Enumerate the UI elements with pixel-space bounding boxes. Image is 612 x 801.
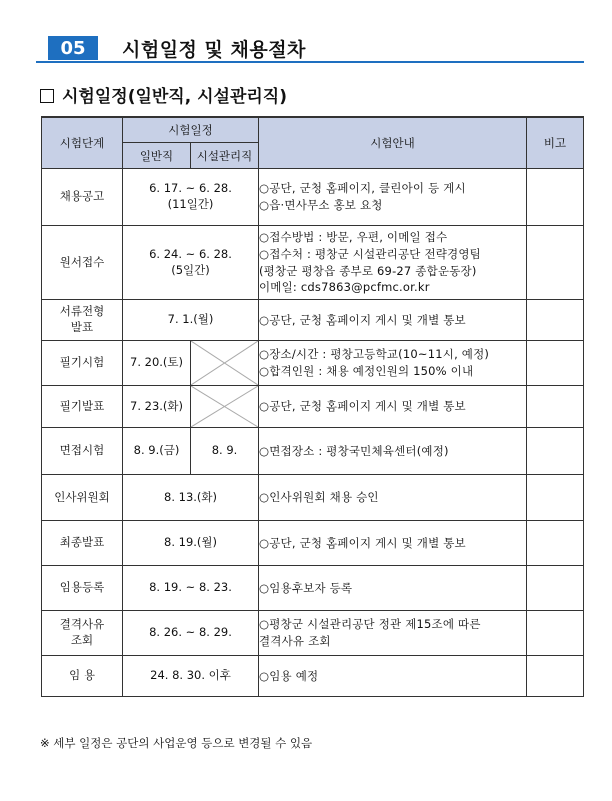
note-cell	[527, 656, 584, 697]
date-text: 8. 19.(월)	[164, 535, 217, 550]
section-title: 시험일정 및 채용절차	[122, 39, 306, 61]
stage-cell	[42, 169, 123, 226]
stage-cell	[42, 226, 123, 300]
stage-cell	[42, 521, 123, 566]
date-facility-na-cell	[191, 341, 259, 386]
info-line: ○평창군 시설관리공단 정관 제15조에 따른	[259, 617, 481, 632]
date-text: 8. 26. ~ 8. 29.	[149, 625, 232, 640]
info-cell	[259, 300, 527, 341]
info-line: ○장소/시간 : 평창고등학교(10~11시, 예정)	[259, 347, 490, 362]
note-cell	[527, 169, 584, 226]
stage-cell	[42, 656, 123, 697]
date-text: 6. 17. ~ 6. 28.	[149, 181, 232, 196]
date-cell	[123, 521, 259, 566]
date-facility-cell: 8. 9.	[191, 428, 259, 475]
info-line: ○접수방법 : 방문, 우편, 이메일 접수	[259, 230, 448, 245]
table-row	[42, 521, 584, 566]
stage-label: 조회	[70, 633, 94, 647]
table-row	[42, 226, 584, 300]
info-line: ○임용 예정	[259, 668, 319, 683]
table-row	[42, 566, 584, 611]
info-cell	[259, 341, 527, 386]
date-text: 7. 1.(월)	[167, 312, 214, 327]
section-number: 05	[48, 36, 98, 60]
note-cell	[527, 475, 584, 521]
header-stage: 시험단계	[42, 117, 123, 169]
stage-label: 결격사유	[59, 617, 105, 632]
note-cell	[527, 300, 584, 341]
date-text: (5일간)	[171, 262, 210, 277]
date-general-cell: 8. 9.(금)	[123, 428, 191, 475]
section-header	[36, 34, 584, 62]
subtitle	[40, 82, 287, 107]
subtitle-text: 시험일정(일반직, 시설관리직)	[62, 87, 287, 107]
note-cell	[527, 521, 584, 566]
info-line: ○공단, 군청 홈페이지, 클린아이 등 게시	[259, 181, 466, 196]
date-cell	[123, 226, 259, 300]
note-cell	[527, 566, 584, 611]
note-cell	[527, 428, 584, 475]
table-row	[42, 428, 584, 475]
stage-label: 임 용	[69, 668, 95, 683]
date-text: 8. 19. ~ 8. 23.	[149, 580, 232, 595]
stage-cell	[42, 386, 123, 428]
date-text: 24. 8. 30. 이후	[150, 668, 231, 683]
section-underline	[36, 61, 584, 63]
stage-cell	[42, 611, 123, 656]
info-line: ○접수처 : 평창군 시설관리공단 전략경영팀	[259, 246, 481, 261]
info-line: ○공단, 군청 홈페이지 게시 및 개별 통보	[259, 535, 466, 550]
table-row	[42, 300, 584, 341]
info-cell	[259, 611, 527, 656]
date-text: (11일간)	[167, 197, 214, 211]
info-line: (평창군 평창읍 종부로 69-27 종합운동장)	[259, 263, 477, 278]
stage-label: 인사위원회	[54, 489, 110, 504]
stage-label: 최종발표	[59, 535, 105, 550]
date-facility-na-cell	[191, 386, 259, 428]
info-cell	[259, 169, 527, 226]
info-line: ○임용후보자 등록	[259, 580, 353, 595]
note-cell	[527, 341, 584, 386]
stage-label: 서류전형	[59, 304, 105, 319]
info-cell	[259, 226, 527, 300]
stage-label: 면접시험	[59, 443, 105, 458]
stage-cell	[42, 566, 123, 611]
info-cell	[259, 521, 527, 566]
note-cell	[527, 226, 584, 300]
info-cell	[259, 428, 527, 475]
info-line: ○합격인원 : 채용 예정인원의 150% 이내	[259, 364, 474, 378]
table-row	[42, 475, 584, 521]
info-line: ○인사위원회 채용 승인	[259, 490, 379, 505]
date-text: 8. 13.(화)	[164, 489, 217, 504]
stage-cell	[42, 475, 123, 521]
table-row	[42, 341, 584, 386]
footnote: ※ 세부 일정은 공단의 사업운영 등으로 변경될 수 있음	[40, 736, 313, 750]
info-line: 결격사유 조회	[259, 634, 331, 648]
date-cell	[123, 300, 259, 341]
info-line: ○공단, 군청 홈페이지 게시 및 개별 통보	[259, 312, 466, 327]
square-bullet-icon	[40, 89, 54, 103]
table-row	[42, 386, 584, 428]
not-applicable-x	[191, 386, 258, 427]
date-cell	[123, 169, 259, 226]
stage-label: 필기시험	[59, 355, 105, 370]
header-note: 비고	[527, 117, 584, 169]
stage-label: 임용등록	[59, 580, 105, 595]
date-general-cell: 7. 20.(토)	[123, 341, 191, 386]
info-cell	[259, 656, 527, 697]
date-cell	[123, 656, 259, 697]
header-info: 시험안내	[259, 117, 527, 169]
note-cell	[527, 386, 584, 428]
table-row	[42, 656, 584, 697]
table-row	[42, 169, 584, 226]
stage-label: 원서접수	[59, 254, 105, 269]
date-general-cell: 7. 23.(화)	[123, 386, 191, 428]
schedule-table	[41, 116, 584, 697]
stage-label: 필기발표	[59, 398, 105, 413]
stage-label: 채용공고	[59, 189, 105, 204]
table-row	[42, 611, 584, 656]
header-facility: 시설관리직	[191, 143, 259, 169]
not-applicable-x	[191, 341, 258, 385]
date-cell	[123, 611, 259, 656]
header-schedule: 시험일정	[123, 117, 259, 143]
info-line: 이메일: cds7863@pcfmc.or.kr	[259, 280, 430, 295]
stage-cell	[42, 341, 123, 386]
info-cell	[259, 566, 527, 611]
info-cell	[259, 386, 527, 428]
info-line: ○읍·면사무소 홍보 요청	[259, 198, 383, 212]
date-text: 6. 24. ~ 6. 28.	[149, 246, 232, 261]
date-cell	[123, 566, 259, 611]
date-cell	[123, 475, 259, 521]
info-cell	[259, 475, 527, 521]
info-line: ○면접장소 : 평창국민체육센터(예정)	[259, 443, 449, 458]
header-general: 일반직	[123, 143, 191, 169]
note-cell	[527, 611, 584, 656]
stage-cell	[42, 428, 123, 475]
stage-label: 발표	[70, 320, 94, 334]
stage-cell	[42, 300, 123, 341]
info-line: ○공단, 군청 홈페이지 게시 및 개별 통보	[259, 399, 466, 414]
